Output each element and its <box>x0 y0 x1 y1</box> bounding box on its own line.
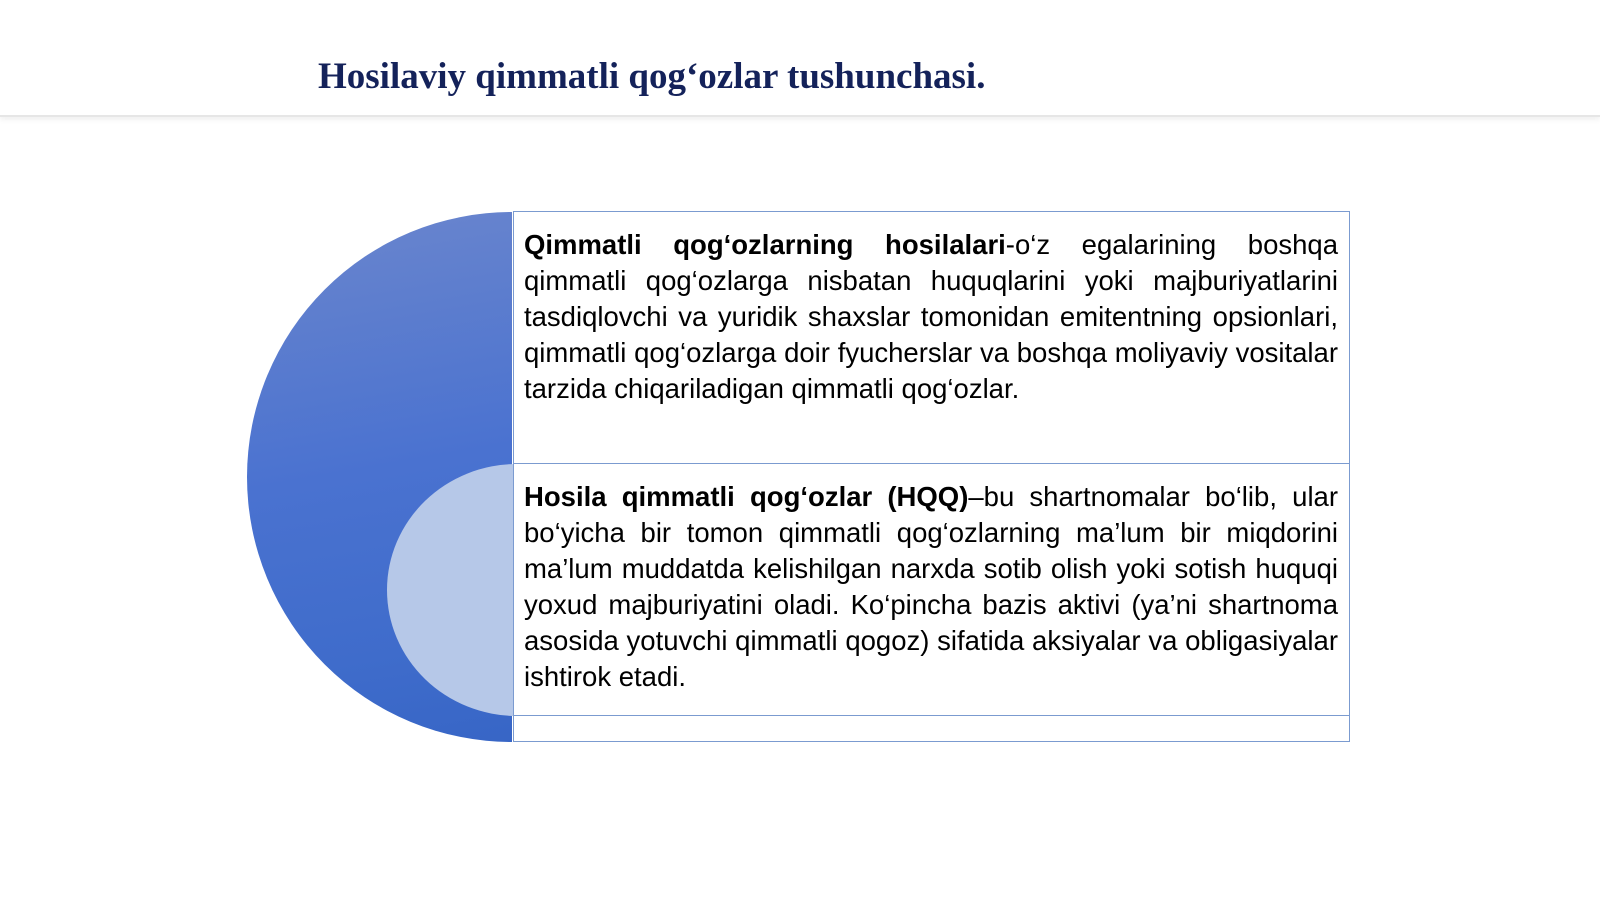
definition-1-term: Qimmatli qog‘ozlarning hosilalari <box>524 229 1006 260</box>
slide-title: Hosilaviy qimmatli qog‘ozlar tushunchasi. <box>318 56 986 97</box>
definition-2-term: Hosila qimmatli qog‘ozlar (HQQ) <box>524 481 969 512</box>
definition-box-2 <box>513 463 1350 716</box>
empty-box <box>513 715 1350 742</box>
definition-1-paragraph <box>524 227 1338 407</box>
definition-2-paragraph <box>524 479 1338 695</box>
definition-1-text: -o‘z egalarining boshqa qimmatli qog‘ozlarga nisbatan huquqlarini yoki majburiyatlarini tasdiqlovchi va yuridik shaxslar tomonidan emitentning opsionlari, qimmatli qog‘ozlarga doir fyucherslar va boshqa moliyaviy vositalar tarzida chiqariladigan qimmatli qog‘ozlar. <box>524 229 1338 404</box>
definition-2-text: –bu shartnomalar bo‘lib, ular bo‘yicha bir tomon qimmatli qog‘ozlarning ma’lum bir miqdorini ma’lum muddatda kelishilgan narxda sotib olish yoki sotish huquqi yoxud majburiyatini oladi. Ko‘pincha bazis aktivi (ya’ni shartnoma asosida yotuvchi qimmatli qogoz) sifatida aksiyalar va obligasiyalar ishtirok etadi. <box>524 481 1339 692</box>
definition-box-1 <box>513 211 1350 464</box>
